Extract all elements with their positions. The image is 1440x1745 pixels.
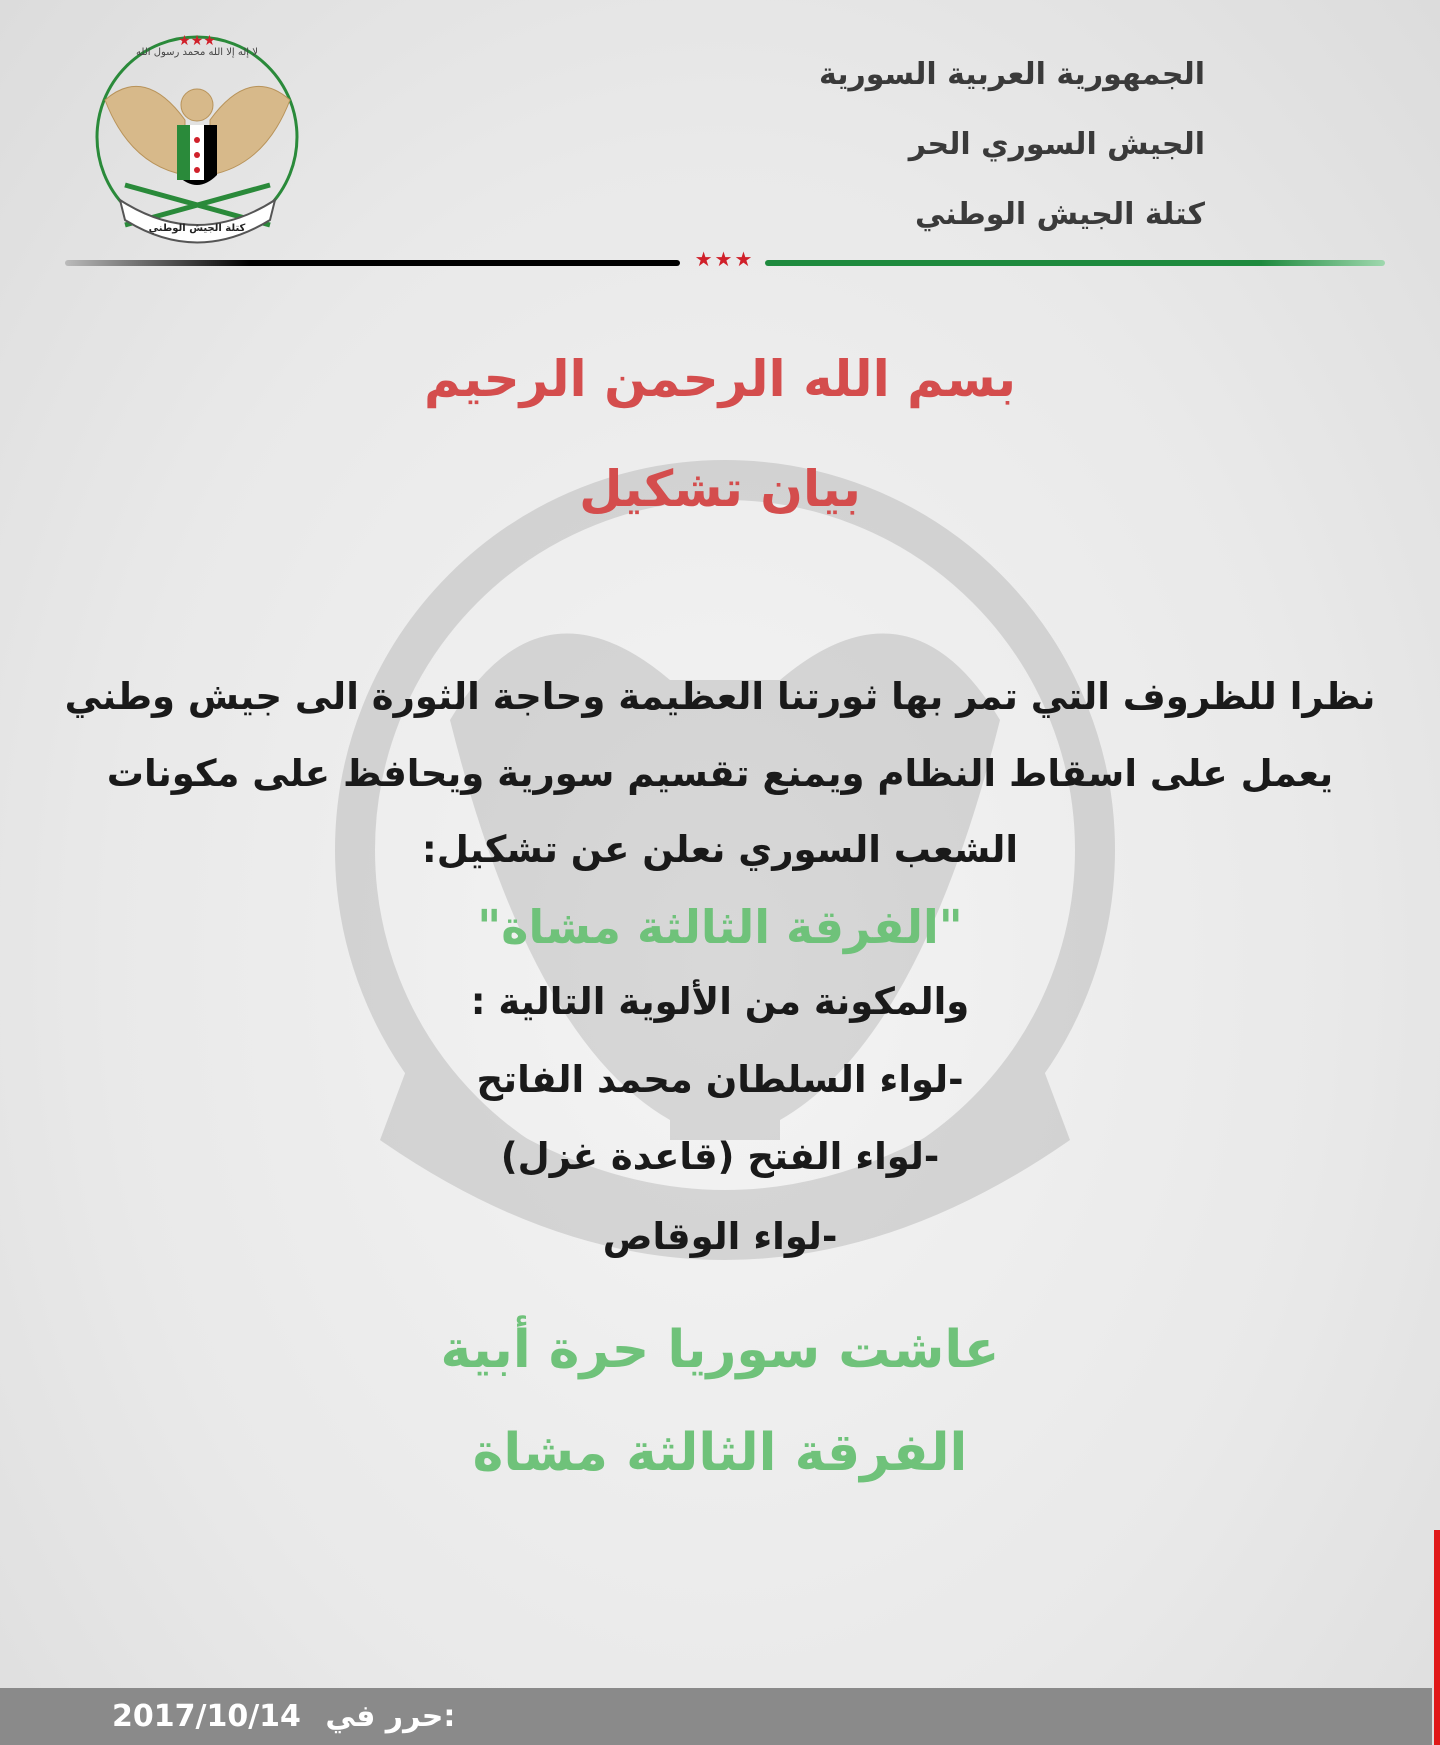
divider-stars: ★★★: [694, 247, 755, 271]
logo-ribbon-text: كتلة الجيش الوطني: [148, 223, 246, 234]
brigade-item: -لواء الوقاص: [602, 1215, 838, 1258]
closing-signature: الفرقة الثالثة مشاة: [472, 1423, 968, 1483]
divider-black-line: [65, 260, 680, 266]
logo-stars: ★★★: [178, 33, 216, 49]
footer-date: 2017/10/14: [112, 1699, 301, 1734]
statement-title: بيان تشكيل: [579, 460, 861, 518]
division-name: "الفرقة الثالثة مشاة": [477, 900, 963, 954]
brigades-intro: والمكونة من الألوية التالية :: [470, 980, 970, 1023]
logo-top-text: لا إله إلا الله محمد رسول الله: [136, 47, 258, 58]
body-line-2: يعمل على اسقاط النظام ويمنع تقسيم سورية ويحافظ على مكونات: [106, 752, 1334, 795]
emblem-logo: [85, 25, 310, 250]
basmala: بسم الله الرحمن الرحيم: [424, 350, 1016, 408]
header-divider: [65, 247, 1385, 271]
body-line-1: نظرا للظروف التي تمر بها ثورتنا العظيمة وحاجة الثورة الى جيش وطني: [64, 675, 1376, 718]
footer-label: حرر في:: [325, 1699, 456, 1734]
body-line-3: الشعب السوري نعلن عن تشكيل:: [421, 828, 1019, 871]
closing-slogan: عاشت سوريا حرة أبية: [440, 1320, 1000, 1380]
brigade-item: -لواء السلطان محمد الفاتح: [476, 1058, 964, 1101]
header-army: الجيش السوري الحر: [908, 127, 1205, 162]
header-country: الجمهورية العربية السورية: [819, 57, 1205, 92]
footer-date-block: [112, 1688, 469, 1745]
header-bloc: كتلة الجيش الوطني: [914, 197, 1205, 232]
letterhead: [819, 40, 1205, 250]
divider-green-line: [765, 260, 1385, 266]
brigade-item: -لواء الفتح (قاعدة غزل): [500, 1135, 940, 1178]
red-side-bar: [1434, 1530, 1440, 1745]
